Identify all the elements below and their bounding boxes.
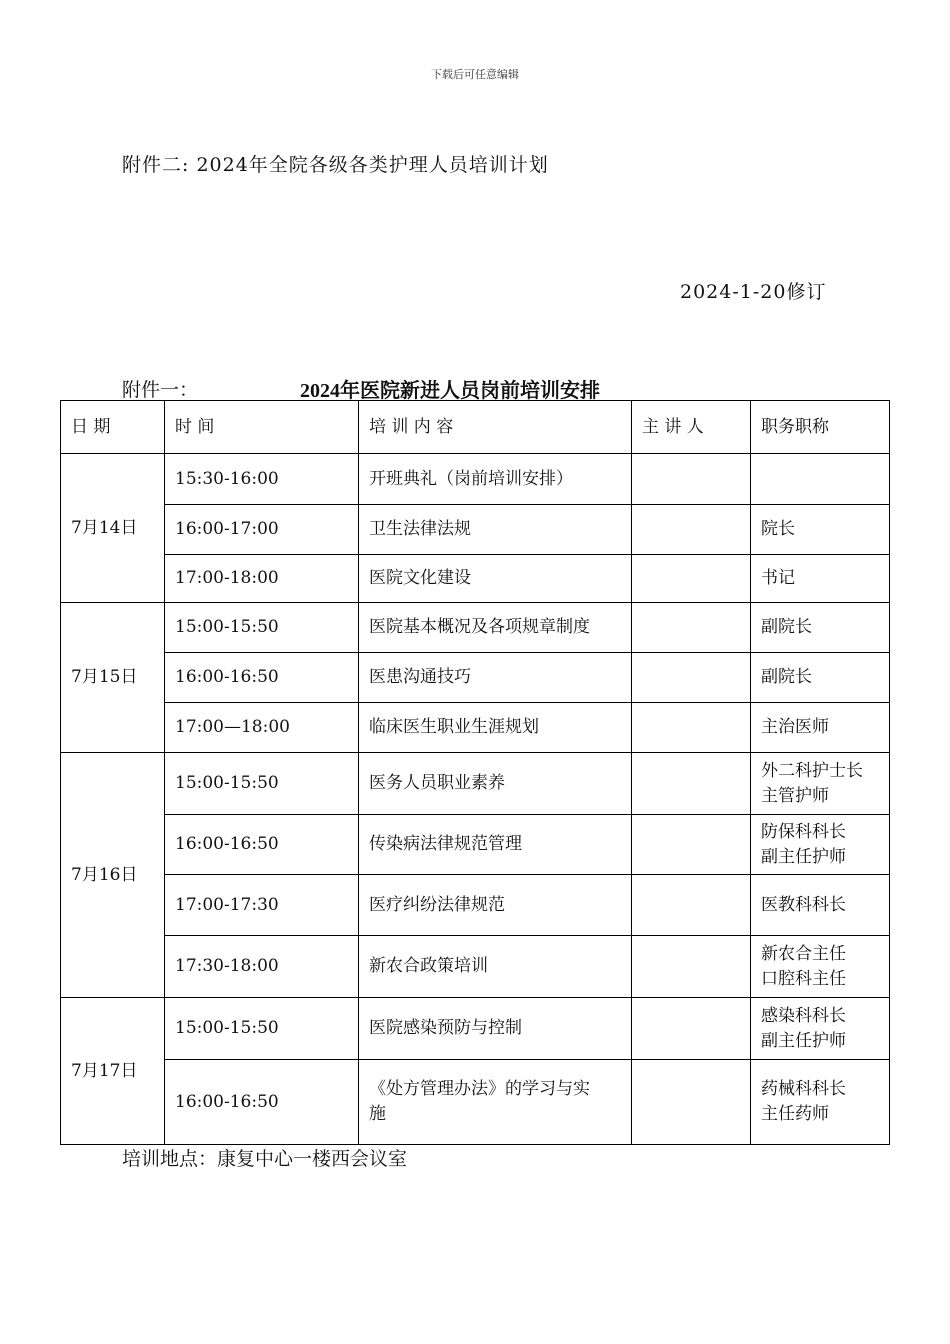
time-cell: 16:00-16:50 xyxy=(165,815,359,875)
speaker-cell xyxy=(632,653,751,703)
topic-cell: 开班典礼（岗前培训安排） xyxy=(359,454,632,505)
training-schedule-table xyxy=(60,400,890,1145)
speaker-cell xyxy=(632,998,751,1060)
header-topic: 培 训 内 容 xyxy=(359,401,632,454)
time-cell: 15:30-16:00 xyxy=(165,454,359,505)
time-cell: 16:00-17:00 xyxy=(165,505,359,555)
position-line: 副主任护师 xyxy=(761,1030,846,1051)
position-line: 主管护师 xyxy=(761,785,829,806)
topic-cell xyxy=(359,1060,632,1145)
table-header-row xyxy=(61,401,890,454)
topic-cell: 卫生法律法规 xyxy=(359,505,632,555)
table-row xyxy=(61,936,890,998)
date-cell: 7月15日 xyxy=(61,603,165,753)
date-cell: 7月14日 xyxy=(61,454,165,603)
header-date: 日 期 xyxy=(61,401,165,454)
table-row xyxy=(61,998,890,1060)
time-cell: 17:00-18:00 xyxy=(165,555,359,603)
position-cell: 副院长 xyxy=(751,603,890,653)
position-line: 副主任护师 xyxy=(761,846,846,867)
topic-line: 施 xyxy=(369,1104,386,1124)
speaker-cell xyxy=(632,555,751,603)
time-cell: 16:00-16:50 xyxy=(165,653,359,703)
position-line: 新农合主任 xyxy=(761,943,846,964)
topic-line: 《处方管理办法》的学习与实 xyxy=(369,1079,590,1099)
position-cell xyxy=(751,454,890,505)
position-cell xyxy=(751,936,890,998)
speaker-cell xyxy=(632,1060,751,1145)
position-cell: 主治医师 xyxy=(751,703,890,753)
training-location: 培训地点：康复中心一楼西会议室 xyxy=(122,1148,408,1170)
topic-cell: 医患沟通技巧 xyxy=(359,653,632,703)
topic-cell: 传染病法律规范管理 xyxy=(359,815,632,875)
topic-cell: 临床医生职业生涯规划 xyxy=(359,703,632,753)
position-line: 主任药师 xyxy=(761,1104,829,1124)
position-cell xyxy=(751,815,890,875)
time-cell: 15:00-15:50 xyxy=(165,603,359,653)
table-row xyxy=(61,815,890,875)
speaker-cell xyxy=(632,454,751,505)
topic-cell: 医疗纠纷法律规范 xyxy=(359,875,632,936)
table-row xyxy=(61,454,890,505)
speaker-cell xyxy=(632,603,751,653)
table-row xyxy=(61,653,890,703)
topic-cell: 医务人员职业素养 xyxy=(359,753,632,815)
header-speaker: 主 讲 人 xyxy=(632,401,751,454)
time-cell: 17:30-18:00 xyxy=(165,936,359,998)
speaker-cell xyxy=(632,875,751,936)
topic-cell: 医院感染预防与控制 xyxy=(359,998,632,1060)
revision-note: 2024-1-20修订 xyxy=(680,281,827,303)
speaker-cell xyxy=(632,753,751,815)
table-row xyxy=(61,753,890,815)
position-cell: 书记 xyxy=(751,555,890,603)
speaker-cell xyxy=(632,505,751,555)
table-row xyxy=(61,1060,890,1145)
header-title: 职务职称 xyxy=(751,401,890,454)
position-cell: 院长 xyxy=(751,505,890,555)
attachment1-title: 2024年医院新进人员岗前培训安排 xyxy=(300,380,600,402)
attachment1-label: 附件一： xyxy=(122,379,199,401)
position-cell: 副院长 xyxy=(751,653,890,703)
table-row xyxy=(61,505,890,555)
table-row xyxy=(61,875,890,936)
speaker-cell xyxy=(632,703,751,753)
time-cell: 16:00-16:50 xyxy=(165,1060,359,1145)
position-cell xyxy=(751,753,890,815)
position-cell xyxy=(751,1060,890,1145)
table-row xyxy=(61,603,890,653)
topic-cell: 医院基本概况及各项规章制度 xyxy=(359,603,632,653)
position-line: 口腔科主任 xyxy=(761,968,846,989)
position-cell: 医教科科长 xyxy=(751,875,890,936)
date-cell: 7月16日 xyxy=(61,753,165,998)
time-cell: 17:00-17:30 xyxy=(165,875,359,936)
time-cell: 17:00—18:00 xyxy=(165,703,359,753)
position-line: 外二科护士长 xyxy=(761,760,863,781)
topic-cell: 医院文化建设 xyxy=(359,555,632,603)
position-line: 感染科科长 xyxy=(761,1005,846,1026)
header-note: 下载后可任意编辑 xyxy=(431,68,519,81)
position-line: 防保科科长 xyxy=(761,821,846,842)
table-row xyxy=(61,703,890,753)
header-time: 时 间 xyxy=(165,401,359,454)
position-line: 药械科科长 xyxy=(761,1079,846,1099)
time-cell: 15:00-15:50 xyxy=(165,998,359,1060)
date-cell: 7月17日 xyxy=(61,998,165,1145)
topic-cell: 新农合政策培训 xyxy=(359,936,632,998)
attachment2-title: 附件二: 2024年全院各级各类护理人员培训计划 xyxy=(122,154,549,176)
table-row xyxy=(61,555,890,603)
position-cell xyxy=(751,998,890,1060)
speaker-cell xyxy=(632,936,751,998)
time-cell: 15:00-15:50 xyxy=(165,753,359,815)
speaker-cell xyxy=(632,815,751,875)
